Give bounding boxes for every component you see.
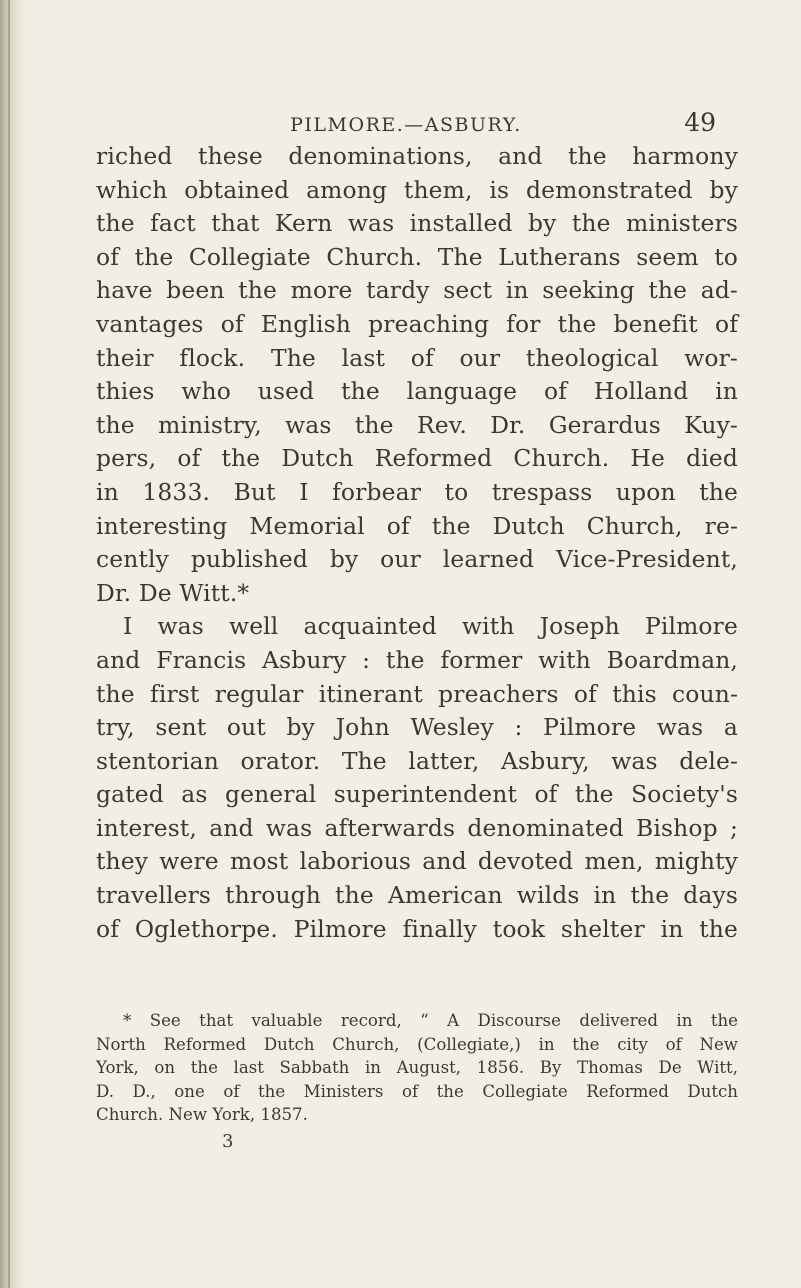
signature-mark: 3 <box>222 1131 234 1152</box>
text-line: travellers through the American wilds in the days <box>96 881 738 910</box>
paragraph-start-line: I was well acquainted with Joseph Pilmore <box>123 612 738 641</box>
text-line: interest, and was afterwards denominated Bishop ; <box>96 813 738 842</box>
text-line: Dr. De Witt.* <box>96 578 250 607</box>
text-line: which obtained among them, is demonstrated by <box>96 175 738 204</box>
footnote-line: D. D., one of the Ministers of the Collegiate Reformed Dutch <box>96 1081 738 1101</box>
text-line: stentorian orator. The latter, Asbury, was dele- <box>96 746 738 775</box>
text-line: try, sent out by John Wesley : Pilmore was a <box>96 713 738 742</box>
text-line: interesting Memorial of the Dutch Church, re- <box>96 511 738 540</box>
text-line: thies who used the language of Holland in <box>96 377 738 406</box>
text-line: have been the more tardy sect in seeking the ad- <box>96 276 738 305</box>
footnote-line: York, on the last Sabbath in August, 1856. By Thomas De Witt, <box>96 1058 738 1078</box>
text-line: of Oglethorpe. Pilmore finally took shelter in the <box>96 914 738 943</box>
footnote-line: North Reformed Dutch Church, (Collegiate,) in the city of New <box>96 1034 738 1054</box>
footnote-line: * See that valuable record, “ A Discourse delivered in the <box>123 1011 738 1030</box>
text-line: their flock. The last of our theological wor- <box>96 343 738 372</box>
page-header <box>96 106 716 142</box>
footnote <box>96 1009 738 1127</box>
text-line: vantages of English preaching for the benefit of <box>96 309 738 338</box>
text-line: the first regular itinerant preachers of this coun- <box>96 679 738 708</box>
text-line: of the Collegiate Church. The Lutherans seem to <box>96 242 738 271</box>
footnote-line: Church. New York, 1857. <box>96 1105 308 1125</box>
text-line: the fact that Kern was installed by the ministers <box>96 209 738 238</box>
body-text <box>96 140 738 946</box>
text-line: cently published by our learned Vice-President, <box>96 545 738 574</box>
running-head: PILMORE.—ASBURY. <box>290 114 522 136</box>
page-number: 49 <box>684 108 716 137</box>
text-line: the ministry, was the Rev. Dr. Gerardus Kuy- <box>96 410 738 439</box>
text-line: they were most laborious and devoted men, mighty <box>96 847 738 876</box>
text-line: in 1833. But I forbear to trespass upon the <box>96 477 738 506</box>
text-line: and Francis Asbury : the former with Boardman, <box>96 645 738 674</box>
text-line: pers, of the Dutch Reformed Church. He died <box>96 444 738 473</box>
text-line: gated as general superintendent of the Society's <box>96 780 738 809</box>
text-line: riched these denominations, and the harmony <box>96 142 738 170</box>
